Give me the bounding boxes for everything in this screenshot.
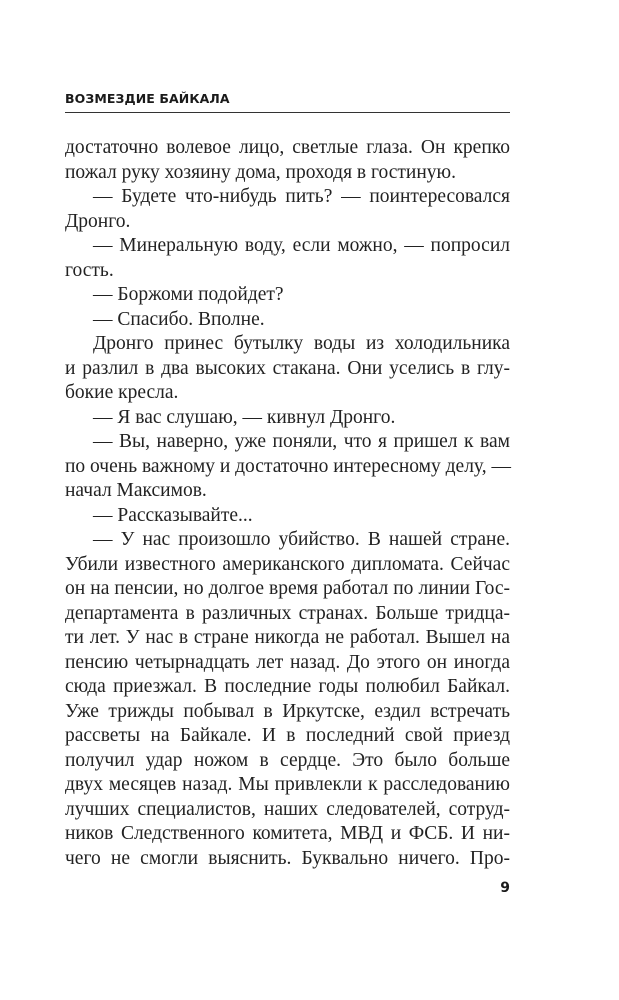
text-line: департамента в различных странах. Больше тридца-: [65, 602, 510, 624]
text-line: начал Максимов.: [65, 480, 207, 501]
text-line: лучших специалистов, наших следователей, сотруд-: [65, 798, 510, 820]
text-line: Дронго.: [65, 210, 131, 232]
text-line: ников Следственного комитета, МВД и ФСБ. И ни-: [65, 823, 510, 844]
page-body-text: [65, 136, 510, 871]
running-title: ВОЗМЕЗДИЕ БАЙКАЛА: [65, 91, 230, 106]
text-line: гость.: [65, 259, 114, 281]
text-line: сюда приезжал. В последние годы полюбил Байкал.: [65, 676, 510, 697]
text-line: он на пенсии, но долгое время работал по линии Гос-: [65, 578, 510, 599]
text-line: двух месяцев назад. Мы привлекли к расследованию: [65, 774, 510, 795]
text-line: — Я вас слушаю, — кивнул Дронго.: [93, 406, 396, 428]
text-line: — У нас произошло убийство. В нашей стране.: [93, 529, 510, 550]
text-line: достаточно волевое лицо, светлые глаза. Он крепко: [65, 137, 510, 158]
text-line: — Боржоми подойдет?: [93, 284, 284, 305]
text-line: чего не смогли выяснить. Буквально ничего. Про-: [65, 847, 510, 869]
text-line: Дронго принес бутылку воды из холодильника: [93, 333, 510, 354]
text-line: ти лет. У нас в стране никогда не работал. Вышел на: [65, 627, 510, 648]
text-line: Уже трижды побывал в Иркутске, ездил встречать: [65, 700, 510, 722]
text-line: рассветы на Байкале. И в последний свой приезд: [65, 725, 510, 746]
text-line: получил удар ножом в сердце. Это было больше: [65, 749, 510, 771]
text-line: — Спасибо. Вполне.: [93, 308, 265, 330]
text-line: бокие кресла.: [65, 382, 179, 403]
text-line: — Минеральную воду, если можно, — попросил: [93, 235, 510, 256]
text-line: пожал руку хозяину дома, проходя в гостиную.: [65, 161, 456, 183]
text-line: — Рассказывайте...: [93, 504, 253, 526]
text-line: и разлил в два высоких стакана. Они уселись в глу-: [65, 357, 510, 379]
text-line: Убили известного американского дипломата. Сейчас: [65, 553, 510, 575]
text-line: — Будете что-нибудь пить? — поинтересовался: [93, 186, 510, 207]
text-line: пенсию четырнадцать лет назад. До этого он иногда: [65, 651, 510, 673]
text-line: — Вы, наверно, уже поняли, что я пришел к вам: [93, 431, 510, 452]
page-number: 9: [500, 880, 510, 896]
header-rule: [65, 112, 510, 113]
text-line: по очень важному и достаточно интересному делу, —: [65, 455, 511, 477]
